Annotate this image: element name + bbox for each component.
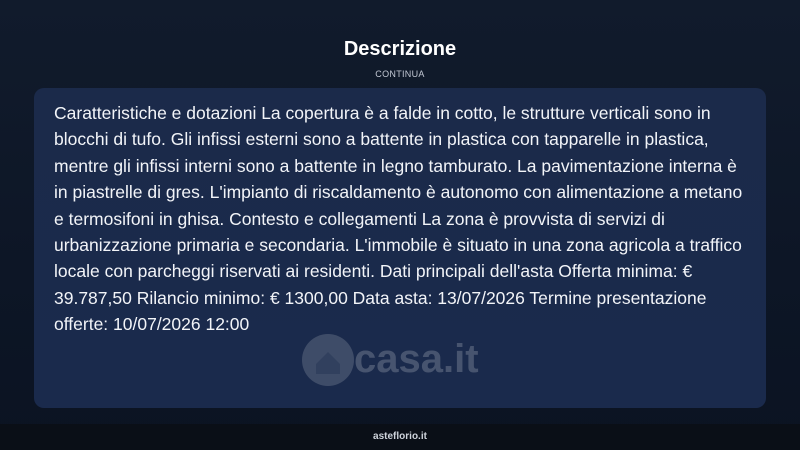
section-title: Descrizione [343, 38, 457, 60]
description-text: Caratteristiche e dotazioni La copertura è a falde in cotto, le strutture verticali sono in blocchi di tufo. Gli infissi esterni sono a battente in plastica con tapparelle in plastica, mentre gli infissi interni sono a battente in legno tamburato. La pavimentazione interna è in piastrelle di gres. L'impianto di riscaldamento è autonomo con alimentazione a metano e termosifoni in ghisa. Contesto e collegamenti La zona è provvista di servizi di urbanizzazione primaria e secondaria. L'immobile è situato in una zona agricola a traffico locale con parcheggi riservati ai residenti. Dati principali dell'asta Offerta minima: € 39.787,50 Rilancio minimo: € 1300,00 Data asta: 13/07/2026 Termine presentazione offerte: 10/07/2026 12:00 [54, 103, 743, 335]
watermark-text: casa.it [354, 337, 479, 381]
footer-source: asteflorio.it [373, 431, 427, 442]
continue-link[interactable]: CONTINUA [375, 69, 425, 79]
